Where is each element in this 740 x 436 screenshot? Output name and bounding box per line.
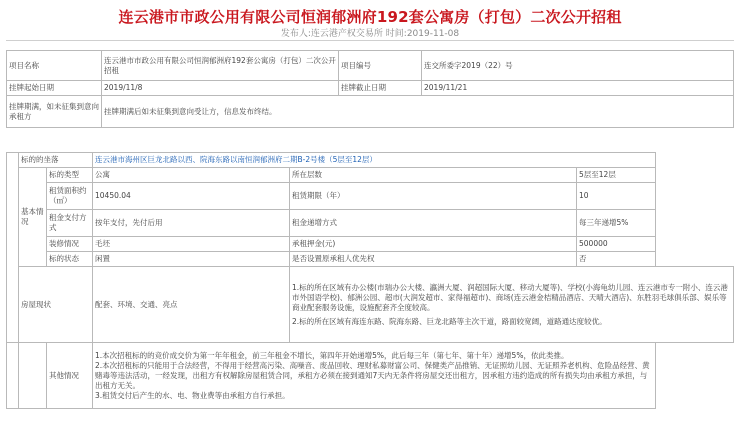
term-label: 租赁期限（年） <box>290 183 577 210</box>
increase-label: 租金递增方式 <box>290 210 577 237</box>
deposit-value: 500000 <box>577 237 656 252</box>
project-no: 连交所委字2019（22）号 <box>422 51 734 81</box>
location-label: 标的的坐落 <box>19 153 93 168</box>
other-label: 其他情况 <box>47 343 93 409</box>
decoration-value: 毛坯 <box>93 237 290 252</box>
basic-info-label: 基本情况 <box>19 168 47 267</box>
other-item-1: 1.本次招租标的的竞价成交价为第一年年租金，前三年租金不增长，第四年开始递增5%，此后每三年（第七年、第十年）递增5%，依此类推。 <box>95 350 569 360</box>
env-content <box>290 267 734 343</box>
floor-value: 5层至12层 <box>577 168 656 183</box>
project-no-label: 项目编号 <box>339 51 422 81</box>
type-label: 标的类型 <box>47 168 93 183</box>
term-value: 10 <box>577 183 656 210</box>
other-content <box>93 343 656 409</box>
env-item-2: 2.标的所在区域有海连东路、院海东路、巨龙北路等主次干道，路面较宽阔，道路通达度较优。 <box>292 316 607 326</box>
area-value: 10450.04 <box>93 183 290 210</box>
other-item-2: 2.本次招租标的只能用于合法经营，不得用于经营高污染、高噪音、废品回收、理财私募财富公司、保健类产品推销、无证照幼儿园、无证照养老机构、危险品经营、黄赌毒等违法活动，一经发现，出租方有权解除房屋租赁合同，承租方必须在接到通知7天内无条件将房屋交还出租方，因承租方违约造成的所有损失均由承租方承担，与出租方无关。 <box>95 360 650 390</box>
increase-value: 每三年递增5% <box>577 210 656 237</box>
publisher-label: 发布人: <box>280 29 311 39</box>
expire-text: 挂牌期满后如未征集到意向受让方，信息发布终结。 <box>102 96 734 128</box>
env-item-1: 1.标的所在区域有办公楼(市瑞办公大楼、瀛洲大厦、润超国际大厦、移动大厦等)、学校(小海龟幼儿园、连云港市专一附小、连云港市外国语学校)、郁洲公园、超市(大润发超市、家得福超市)、商场(连云港金桔精品酒店、天晴大酒店)、东胜羽毛球俱乐部、娱乐等商业配套服务设施，设施配套齐全度较高。 <box>292 282 728 312</box>
other-item-3: 3.租赁交付后产生的水、电、物业费等由承租方自行承担。 <box>95 390 290 400</box>
publisher: 连云港产权交易所 <box>310 29 383 39</box>
deposit-label: 承租押金(元) <box>290 237 577 252</box>
priority-value: 否 <box>577 252 656 267</box>
payment-label: 租金支付方式 <box>47 210 93 237</box>
project-name: 连云港市市政公用有限公司恒润郁洲府192套公寓房（打包）二次公开招租 <box>102 51 339 81</box>
house-status-label: 房屋现状 <box>19 267 93 343</box>
publish-meta <box>0 26 740 39</box>
end-date-label: 挂牌截止日期 <box>339 81 422 96</box>
time-label: 时间: <box>385 29 407 39</box>
page-title: 连云港市市政公用有限公司恒润郁洲府192套公寓房（打包）二次公开招租 <box>118 8 622 26</box>
floor-label: 所在层数 <box>290 168 577 183</box>
subject-detail-table <box>6 152 734 409</box>
section-marker <box>7 153 19 343</box>
status-label: 标的状态 <box>47 252 93 267</box>
start-date-label: 挂牌起始日期 <box>7 81 102 96</box>
env-label: 配套、环境、交通、亮点 <box>93 267 290 343</box>
other-col-2 <box>19 343 47 409</box>
project-name-label: 项目名称 <box>7 51 102 81</box>
payment-value: 按年支付，先付后用 <box>93 210 290 237</box>
project-info-table <box>6 50 734 128</box>
type-value: 公寓 <box>93 168 290 183</box>
expire-label: 挂牌期满，如未征集到意向承租方 <box>7 96 102 128</box>
area-label: 租赁面积约（㎡） <box>47 183 93 210</box>
status-value: 闲置 <box>93 252 290 267</box>
decoration-label: 装修情况 <box>47 237 93 252</box>
start-date: 2019/11/8 <box>102 81 339 96</box>
priority-label: 是否设置原承租人优先权 <box>290 252 577 267</box>
other-col-1 <box>7 343 19 409</box>
end-date: 2019/11/21 <box>422 81 734 96</box>
location: 连云港市海州区巨龙北路以西、院海东路以南恒润郁洲府二期B-2号楼（5层至12层） <box>93 153 656 168</box>
title-divider <box>6 40 734 41</box>
publish-time: 2019-11-08 <box>406 29 460 39</box>
